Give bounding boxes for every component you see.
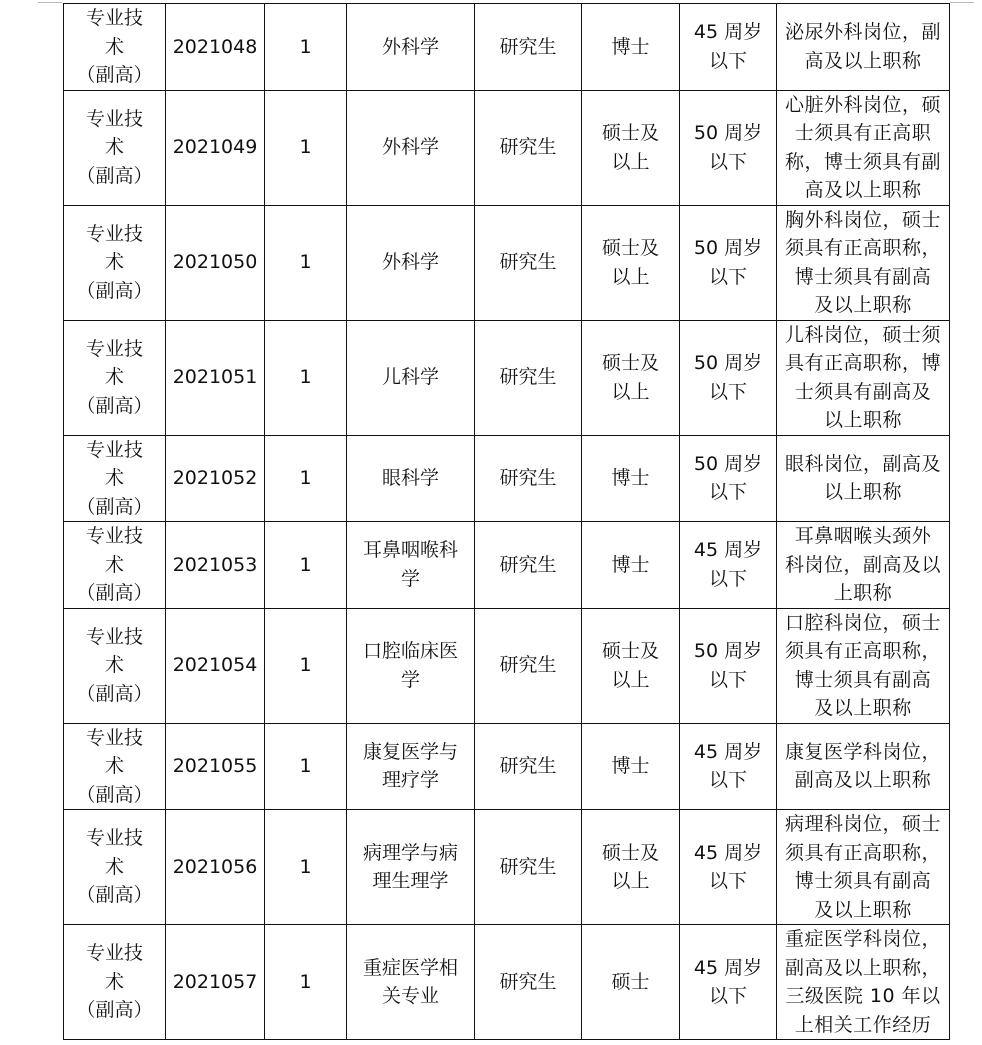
- degree-cell-line: 以上: [611, 870, 650, 892]
- age-limit-cell-line: 以下: [708, 985, 747, 1007]
- degree-cell-line: 以上: [611, 380, 650, 403]
- degree-cell: [582, 320, 680, 435]
- headcount-cell: 1: [265, 90, 347, 205]
- position-code-cell: 2021048: [166, 4, 265, 91]
- category-cell-line: 术: [104, 755, 124, 777]
- table-row: [64, 4, 950, 91]
- age-limit-cell: [680, 723, 777, 810]
- category-cell-line: 术: [104, 366, 124, 389]
- requirements-cell-line: 病理科岗位，硕士: [784, 813, 941, 835]
- requirements-cell-line: 心脏外科岗位，硕: [784, 93, 941, 116]
- category-cell-line: 专业技: [85, 222, 143, 245]
- category-cell-line: （副高）: [76, 783, 153, 806]
- age-limit-cell: [680, 320, 777, 435]
- category-cell-line: 专业技: [85, 827, 143, 850]
- category-cell-line: 专业技: [85, 107, 143, 130]
- table-row: [64, 810, 950, 925]
- position-code-cell: 2021057: [166, 925, 265, 1040]
- category-cell: [64, 90, 166, 205]
- category-cell-line: 专业技: [85, 525, 143, 547]
- category-cell-line: （副高）: [76, 495, 153, 518]
- age-limit-cell-line: 以下: [708, 668, 747, 691]
- age-limit-cell-line: 以下: [708, 265, 747, 288]
- category-cell: [64, 925, 166, 1040]
- category-cell: [64, 4, 166, 91]
- table-row: [64, 608, 950, 723]
- headcount-cell: 1: [265, 608, 347, 723]
- age-limit-cell-line: 以下: [708, 380, 747, 403]
- requirements-cell: [777, 810, 950, 925]
- category-cell-line: 术: [104, 654, 124, 677]
- major-cell: [347, 522, 475, 609]
- degree-cell-line: 以上: [611, 265, 650, 288]
- major-cell-line: 康复医学与: [362, 740, 458, 763]
- major-cell: [347, 320, 475, 435]
- requirements-cell: [777, 90, 950, 205]
- age-limit-cell-line: 50 周岁: [693, 237, 763, 259]
- age-limit-cell-line: 以下: [708, 870, 747, 892]
- category-cell: [64, 320, 166, 435]
- major-cell-line: 外科学: [381, 136, 439, 159]
- degree-cell-line: 博士: [611, 553, 650, 576]
- age-limit-cell-line: 50 周岁: [693, 352, 763, 374]
- requirements-cell-line: 须具有正高职称，: [784, 237, 941, 259]
- requirements-cell-line: 高及以上职称: [804, 179, 922, 201]
- degree-cell: [582, 4, 680, 91]
- requirements-cell-line: 三级医院 10 年以: [785, 985, 941, 1007]
- age-limit-cell: [680, 810, 777, 925]
- headcount-cell: 1: [265, 4, 347, 91]
- degree-cell: [582, 435, 680, 522]
- degree-cell-line: 以上: [611, 150, 650, 173]
- position-code-cell: 2021052: [166, 435, 265, 522]
- degree-cell: [582, 608, 680, 723]
- requirements-cell: [777, 4, 950, 91]
- education-cell: 研究生: [475, 522, 582, 609]
- category-cell-line: （副高）: [76, 999, 153, 1022]
- degree-cell-line: 博士: [611, 467, 650, 489]
- degree-cell-line: 博士: [611, 35, 650, 58]
- age-limit-cell-line: 50 周岁: [693, 452, 763, 475]
- table-row: [64, 435, 950, 522]
- category-cell-line: 术: [104, 35, 124, 58]
- headcount-cell: 1: [265, 723, 347, 810]
- category-cell-line: 术: [104, 855, 124, 878]
- major-cell-line: 外科学: [381, 35, 439, 58]
- degree-cell-line: 硕士及: [601, 640, 659, 662]
- category-cell-line: 术: [104, 136, 124, 159]
- age-limit-cell: [680, 4, 777, 91]
- requirements-cell-line: 须具有正高职称，: [784, 841, 941, 864]
- requirements-cell-line: 康复医学科岗位，: [784, 740, 941, 763]
- age-limit-cell-line: 45 周岁: [693, 740, 763, 763]
- degree-cell-line: 硕士: [611, 970, 650, 993]
- education-cell: 研究生: [475, 90, 582, 205]
- category-cell-line: （副高）: [76, 682, 153, 705]
- major-cell-line: 口腔临床医: [362, 640, 458, 662]
- degree-cell: [582, 723, 680, 810]
- category-cell-line: （副高）: [76, 164, 153, 187]
- age-limit-cell-line: 以下: [708, 567, 747, 590]
- requirements-cell-line: 博士须具有副高: [794, 668, 932, 691]
- requirements-cell: [777, 925, 950, 1040]
- requirements-cell-line: 口腔科岗位，硕士: [784, 611, 941, 634]
- category-cell: [64, 608, 166, 723]
- major-cell-line: 病理学与病: [362, 841, 458, 864]
- requirements-cell-line: 胸外科岗位，硕士: [784, 208, 941, 231]
- major-cell: [347, 810, 475, 925]
- age-limit-cell-line: 以下: [708, 150, 747, 173]
- major-cell: [347, 4, 475, 91]
- headcount-cell: 1: [265, 810, 347, 925]
- requirements-cell-line: 副高及以上职称: [794, 769, 932, 792]
- requirements-cell: [777, 205, 950, 320]
- requirements-cell-line: 科岗位，副高及以: [784, 553, 941, 576]
- education-cell: 研究生: [475, 723, 582, 810]
- degree-cell-line: 博士: [611, 755, 650, 777]
- table-body: [64, 4, 950, 1040]
- requirements-cell-line: 眼科岗位，副高及: [784, 452, 941, 475]
- age-limit-cell: [680, 522, 777, 609]
- requirements-cell: [777, 320, 950, 435]
- requirements-cell-line: 具有正高职称，博: [784, 352, 941, 374]
- recruitment-table: [63, 3, 950, 1040]
- degree-cell: [582, 810, 680, 925]
- degree-cell-line: 以上: [611, 668, 650, 691]
- age-limit-cell-line: 45 周岁: [693, 21, 763, 44]
- requirements-cell: [777, 522, 950, 609]
- category-cell-line: 专业技: [85, 337, 143, 360]
- requirements-cell-line: 士须具有副高及: [794, 380, 932, 403]
- requirements-cell-line: 上职称: [833, 582, 893, 604]
- major-cell: [347, 925, 475, 1040]
- category-cell-line: 专业技: [85, 625, 143, 648]
- major-cell-line: 外科学: [381, 251, 439, 274]
- category-cell-line: 专业技: [85, 7, 143, 29]
- category-cell-line: 术: [104, 553, 124, 576]
- table-row: [64, 723, 950, 810]
- major-cell-line: 重症医学相: [362, 956, 458, 979]
- category-cell-line: （副高）: [76, 394, 153, 417]
- degree-cell-line: 硕士及: [601, 841, 659, 864]
- major-cell-line: 耳鼻咽喉科: [362, 539, 458, 562]
- headcount-cell: 1: [265, 925, 347, 1040]
- top-mark-right: [950, 2, 974, 3]
- requirements-cell: [777, 608, 950, 723]
- age-limit-cell-line: 以下: [708, 49, 747, 72]
- table-row: [64, 522, 950, 609]
- position-code-cell: 2021056: [166, 810, 265, 925]
- age-limit-cell: [680, 925, 777, 1040]
- category-cell-line: 术: [104, 970, 124, 993]
- degree-cell: [582, 90, 680, 205]
- education-cell: 研究生: [475, 205, 582, 320]
- requirements-cell-line: 博士须具有副高: [794, 265, 932, 288]
- category-cell-line: （副高）: [76, 279, 153, 302]
- position-code-cell: 2021054: [166, 608, 265, 723]
- age-limit-cell: [680, 608, 777, 723]
- headcount-cell: 1: [265, 320, 347, 435]
- age-limit-cell: [680, 435, 777, 522]
- degree-cell-line: 硕士及: [601, 122, 659, 144]
- education-cell: 研究生: [475, 608, 582, 723]
- major-cell-line: 学: [400, 567, 420, 590]
- degree-cell: [582, 925, 680, 1040]
- table-row: [64, 925, 950, 1040]
- position-code-cell: 2021053: [166, 522, 265, 609]
- requirements-cell-line: 泌尿外科岗位，副: [784, 21, 941, 44]
- table-row: [64, 90, 950, 205]
- requirements-cell-line: 以上职称: [823, 481, 902, 504]
- headcount-cell: 1: [265, 435, 347, 522]
- requirements-cell: [777, 435, 950, 522]
- requirements-cell-line: 及以上职称: [814, 898, 912, 921]
- age-limit-cell: [680, 90, 777, 205]
- requirements-cell-line: 儿科岗位，硕士须: [784, 323, 941, 346]
- age-limit-cell-line: 45 周岁: [693, 956, 763, 979]
- position-code-cell: 2021055: [166, 723, 265, 810]
- requirements-cell-line: 重症医学科岗位，: [784, 928, 941, 950]
- category-cell: [64, 522, 166, 609]
- education-cell: 研究生: [475, 320, 582, 435]
- requirements-cell-line: 士须具有正高职: [794, 122, 932, 144]
- age-limit-cell: [680, 205, 777, 320]
- major-cell: [347, 205, 475, 320]
- requirements-cell-line: 须具有正高职称，: [784, 640, 941, 662]
- headcount-cell: 1: [265, 205, 347, 320]
- position-code-cell: 2021051: [166, 320, 265, 435]
- major-cell-line: 眼科学: [381, 467, 439, 489]
- category-cell: [64, 723, 166, 810]
- requirements-cell-line: 以上职称: [823, 409, 902, 431]
- age-limit-cell-line: 45 周岁: [693, 841, 763, 864]
- requirements-cell-line: 副高及以上职称，: [784, 956, 941, 979]
- requirements-cell-line: 高及以上职称: [804, 49, 922, 72]
- position-code-cell: 2021049: [166, 90, 265, 205]
- requirements-cell-line: 博士须具有副高: [794, 870, 932, 892]
- category-cell-line: （副高）: [76, 64, 153, 86]
- education-cell: 研究生: [475, 810, 582, 925]
- category-cell-line: （副高）: [76, 884, 153, 907]
- degree-cell-line: 硕士及: [601, 352, 659, 374]
- requirements-cell-line: 耳鼻咽喉头颈外: [794, 525, 932, 547]
- requirements-cell: [777, 723, 950, 810]
- category-cell-line: 术: [104, 467, 124, 489]
- age-limit-cell-line: 45 周岁: [693, 539, 763, 562]
- education-cell: 研究生: [475, 4, 582, 91]
- degree-cell-line: 硕士及: [601, 237, 659, 259]
- major-cell-line: 理生理学: [372, 870, 449, 892]
- major-cell-line: 学: [400, 668, 420, 691]
- category-cell-line: 专业技: [85, 726, 143, 749]
- degree-cell: [582, 205, 680, 320]
- major-cell-line: 理疗学: [381, 769, 439, 792]
- table-row: [64, 205, 950, 320]
- category-cell: [64, 810, 166, 925]
- major-cell: [347, 90, 475, 205]
- position-code-cell: 2021050: [166, 205, 265, 320]
- category-cell-line: （副高）: [76, 582, 153, 604]
- education-cell: 研究生: [475, 435, 582, 522]
- category-cell-line: 术: [104, 251, 124, 274]
- age-limit-cell-line: 50 周岁: [693, 640, 763, 662]
- major-cell-line: 儿科学: [381, 366, 439, 389]
- requirements-cell-line: 及以上职称: [814, 294, 912, 316]
- major-cell: [347, 435, 475, 522]
- education-cell: 研究生: [475, 925, 582, 1040]
- requirements-cell-line: 及以上职称: [814, 697, 912, 719]
- major-cell-line: 关专业: [381, 985, 439, 1007]
- category-cell-line: 专业技: [85, 942, 143, 965]
- degree-cell: [582, 522, 680, 609]
- category-cell-line: 专业技: [85, 438, 143, 461]
- age-limit-cell-line: 50 周岁: [693, 122, 763, 144]
- headcount-cell: 1: [265, 522, 347, 609]
- age-limit-cell-line: 以下: [708, 769, 747, 792]
- major-cell: [347, 608, 475, 723]
- table-row: [64, 320, 950, 435]
- age-limit-cell-line: 以下: [708, 481, 747, 504]
- requirements-cell-line: 称，博士须具有副: [784, 150, 941, 173]
- category-cell: [64, 205, 166, 320]
- requirements-cell-line: 上相关工作经历: [794, 1013, 932, 1036]
- top-mark-left: [38, 2, 62, 3]
- category-cell: [64, 435, 166, 522]
- major-cell: [347, 723, 475, 810]
